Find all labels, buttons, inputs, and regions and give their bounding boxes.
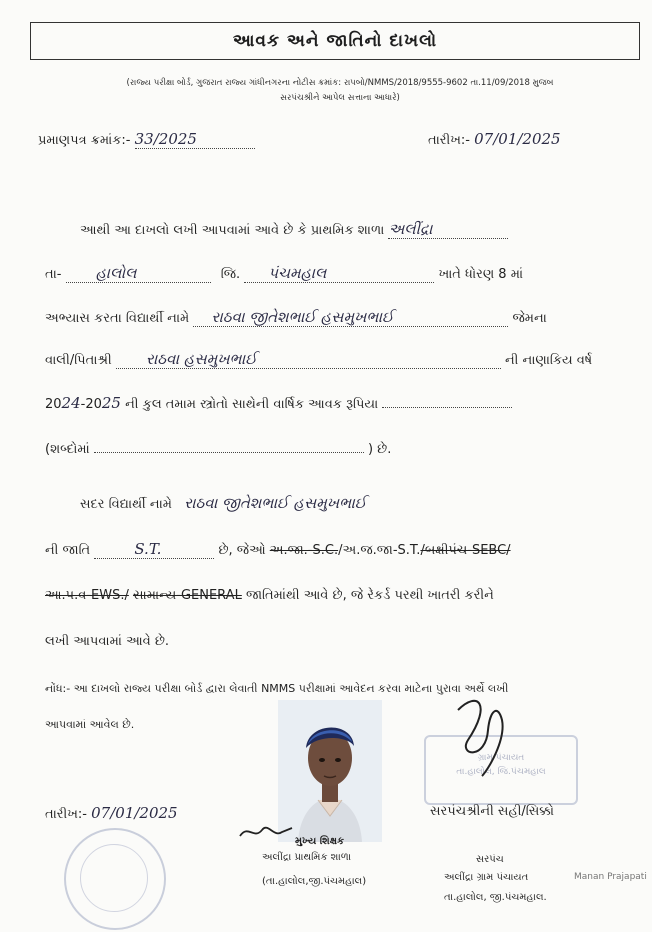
watermark-text: Manan Prajapati — [574, 872, 647, 882]
stamp-line-1: ગ્રામ પંચાયત — [477, 753, 525, 763]
words-label: (શબ્દોમાં — [45, 442, 90, 457]
body-line-6 — [45, 442, 391, 457]
school-intro-text: આથી આ દાખલો લખી આપવામાં આવે છે કે પ્રાથમિક શાળા — [80, 223, 385, 238]
year-prefix: 20 — [45, 397, 62, 412]
caste-rest-2: જાતિમાંથી આવે છે, જે રેકર્ડ પરથી ખાતરી કરીને — [245, 588, 494, 603]
bottom-date-label: તારીખ:- — [45, 807, 87, 822]
body-line-7 — [80, 494, 366, 512]
words-close: ) છે. — [367, 442, 392, 457]
principal-school: અલીંદ્રા પ્રાથમિક શાળા — [262, 852, 352, 863]
cert-number-value: 33/2025 — [134, 130, 197, 148]
body-line-1 — [80, 220, 508, 239]
fin-year-text: ની નાણાકિય વર્ષ — [504, 353, 593, 368]
sarpanch-title: સરપંચ — [476, 854, 504, 865]
caste-sc: અ.જા.-S.C. — [269, 543, 339, 558]
bottom-date-value: 07/01/2025 — [91, 804, 178, 822]
sarpanch-signature-label: સરપંચશ્રીની સહી/સિક્કો — [430, 804, 554, 819]
caste-st: /અ.જ.જા-S.T. — [338, 543, 421, 558]
principal-signature — [236, 820, 296, 844]
caste-label: ની જાતિ — [45, 543, 91, 558]
guardian-label: વાલી/પિતાશ્રી — [45, 353, 112, 368]
sarpanch-panchayat: અલીંદ્રા ગ્રામ પંચાયત — [444, 872, 529, 883]
year-to: 25 — [101, 394, 121, 412]
caste-ews: આ.પ.વ-EWS./ — [45, 588, 129, 603]
sadar-name: રાઠવા જીતેશભાઈ હસમુખભાઈ — [184, 494, 367, 512]
caste-sebc: /બક્ષીપંચ-SEBC/ — [420, 543, 511, 558]
closing-text: લખી આપવામાં આવે છે. — [45, 634, 170, 649]
subtitle-line-2: સરપંચશ્રીને આપેલ સત્તાના આધારે) — [280, 93, 400, 103]
year-mid: -20 — [80, 397, 102, 412]
caste-value: S.T. — [134, 540, 162, 558]
cert-number-row — [38, 130, 255, 149]
body-line-4 — [45, 350, 592, 369]
sarpanch-signature — [448, 690, 518, 780]
school-round-stamp — [64, 828, 166, 930]
cert-number-label: પ્રમાણપત્ર ક્રમાંક:- — [38, 133, 131, 148]
body-line-5 — [45, 394, 512, 412]
top-date-value: 07/01/2025 — [474, 130, 561, 148]
stamp-line-2: તા.હાલોલ, જિ.પંચમહાલ — [456, 767, 546, 777]
taluka-value: હાલોલ — [95, 264, 137, 282]
principal-place: (તા.હાલોલ,જી.પંચમહાલ) — [262, 876, 367, 887]
district-value: પંચમહાલ — [268, 264, 327, 282]
district-label: જિ. — [220, 267, 241, 282]
certificate-title: આવક અને જાતિનો દાખલો — [30, 22, 640, 60]
note-line-1: નોંધ:- આ દાખલો રાજ્ય પરીક્ષા બોર્ડ દ્વારા લેવાતી NMMS પરીક્ષામાં આવેદન કરવા માટેના પુરાવા અર્થે લખી — [45, 682, 509, 695]
note-line-2: આપવામાં આવેલ છે. — [45, 718, 135, 731]
student-name: રાઠવા જીતેશભાઈ હસમુખભાઈ — [211, 308, 394, 326]
sadar-label: સદર વિદ્યાર્થી નામે — [80, 497, 172, 512]
school-name: અલીંદ્રા — [388, 220, 433, 238]
taluka-label: તા- — [45, 267, 62, 282]
body-line-10 — [45, 634, 169, 649]
sarpanch-place: તા.હાલોલ, જી.પંચમહાલ. — [444, 892, 547, 903]
student-label: અભ્યાસ કરતા વિદ્યાર્થી નામે — [45, 311, 190, 326]
income-text: ની કુલ તમામ સ્ત્રોતો સાથેની વાર્ષિક આવક રૂપિયા — [125, 397, 379, 412]
principal-title: મુખ્ય શિક્ષક — [295, 836, 345, 847]
body-line-9 — [45, 588, 494, 603]
caste-rest-1: છે, જેઓ — [218, 543, 266, 558]
year-from: 24 — [61, 394, 81, 412]
top-date-row — [428, 130, 561, 148]
subtitle-line-1: (રાજ્ય પરીક્ષા બોર્ડ, ગુજરાત રાજ્ય ગાંધીનગરના નોટીસ ક્રમાંક: રાપબો/NMMS/2018/9555-9602 તા.11/09/2018 મુજબ — [126, 78, 554, 88]
body-line-2 — [45, 264, 523, 283]
body-line-3 — [45, 308, 547, 327]
standard-text: ખાતે ધોરણ 8 માં — [438, 267, 524, 282]
caste-general: સામાન્ય-GENERAL — [133, 588, 242, 603]
guardian-name: રાઠવા હસમુખભાઈ — [145, 350, 257, 368]
jemna-text: જેમના — [512, 311, 547, 326]
body-line-8 — [45, 540, 511, 559]
certificate-subtitle — [40, 76, 640, 106]
bottom-date-row — [45, 804, 178, 822]
top-date-label: તારીખ:- — [428, 133, 470, 148]
